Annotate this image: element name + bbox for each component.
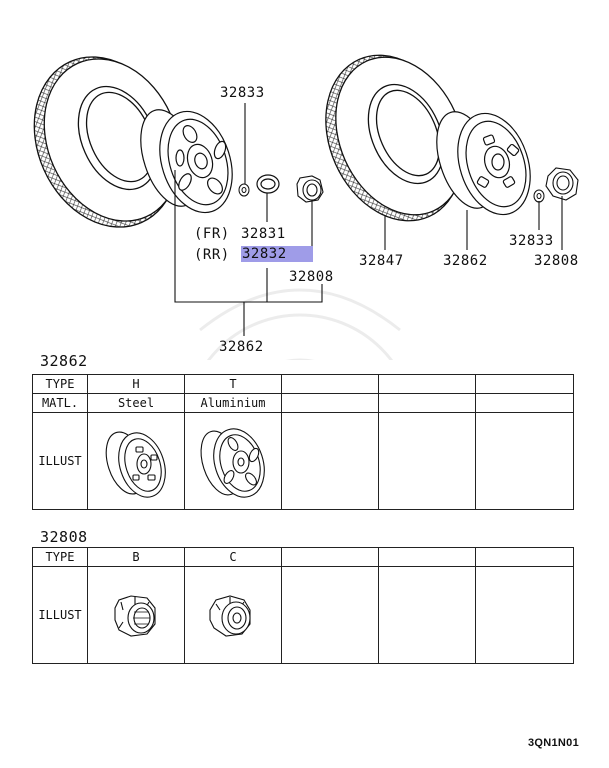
row-label-illust: ILLUST [33,413,88,510]
type-cell [476,548,574,567]
aluminium-wheel-icon [191,419,275,503]
type-cell: H [88,375,185,394]
hub-cap-right [546,168,578,200]
illust-cell [88,567,185,664]
matl-cell [476,394,574,413]
table-row [33,567,574,664]
callout-32808-left: 32808 [289,269,334,285]
callout-32832-highlighted: 32832 [241,246,313,262]
row-label-type: TYPE [33,375,88,394]
diagram-code: 3QN1N01 [527,737,579,749]
wheel-nut-left [239,184,249,196]
table-row [33,413,574,510]
table-row [33,548,574,567]
table-32808-title: 32808 [40,528,88,546]
row-label-matl: MATL. [33,394,88,413]
table-row [33,394,574,413]
illust-cell [185,567,282,664]
callout-fr-prefix: (FR) [194,226,230,242]
matl-cell [379,394,476,413]
type-cell [379,548,476,567]
table-row [33,375,574,394]
matl-cell [282,394,379,413]
wheel-assembly-drawing [0,0,609,360]
hub-cap-c-icon [198,580,268,650]
row-label-type: TYPE [33,548,88,567]
illust-cell [282,567,379,664]
callout-32831: 32831 [241,226,286,242]
callout-32862-bottom: 32862 [219,339,264,355]
table-32862 [32,374,574,510]
steel-wheel-icon [96,421,176,501]
illust-cell [476,413,574,510]
matl-cell: Steel [88,394,185,413]
illust-cell [282,413,379,510]
hub-cap-b-icon [101,580,171,650]
callout-32847: 32847 [359,253,404,269]
illust-cell [185,413,282,510]
type-cell [476,375,574,394]
callout-32808-right: 32808 [534,253,579,269]
type-cell [282,548,379,567]
type-cell [282,375,379,394]
table-32808 [32,547,574,664]
callout-32862-right: 32862 [443,253,488,269]
callout-32833-right: 32833 [509,233,554,249]
illust-cell [379,567,476,664]
illust-cell [476,567,574,664]
table-32862-title: 32862 [40,352,88,370]
row-label-illust: ILLUST [33,567,88,664]
matl-cell: Aluminium [185,394,282,413]
callout-32833-left: 32833 [220,85,265,101]
type-cell: C [185,548,282,567]
type-cell: T [185,375,282,394]
ornament-ring [257,175,279,193]
type-cell [379,375,476,394]
illust-cell [88,413,185,510]
type-cell: B [88,548,185,567]
callout-rr-prefix: (RR) [194,247,230,263]
illust-cell [379,413,476,510]
wheel-nut-right [534,190,544,202]
hub-cap-left [297,176,323,202]
